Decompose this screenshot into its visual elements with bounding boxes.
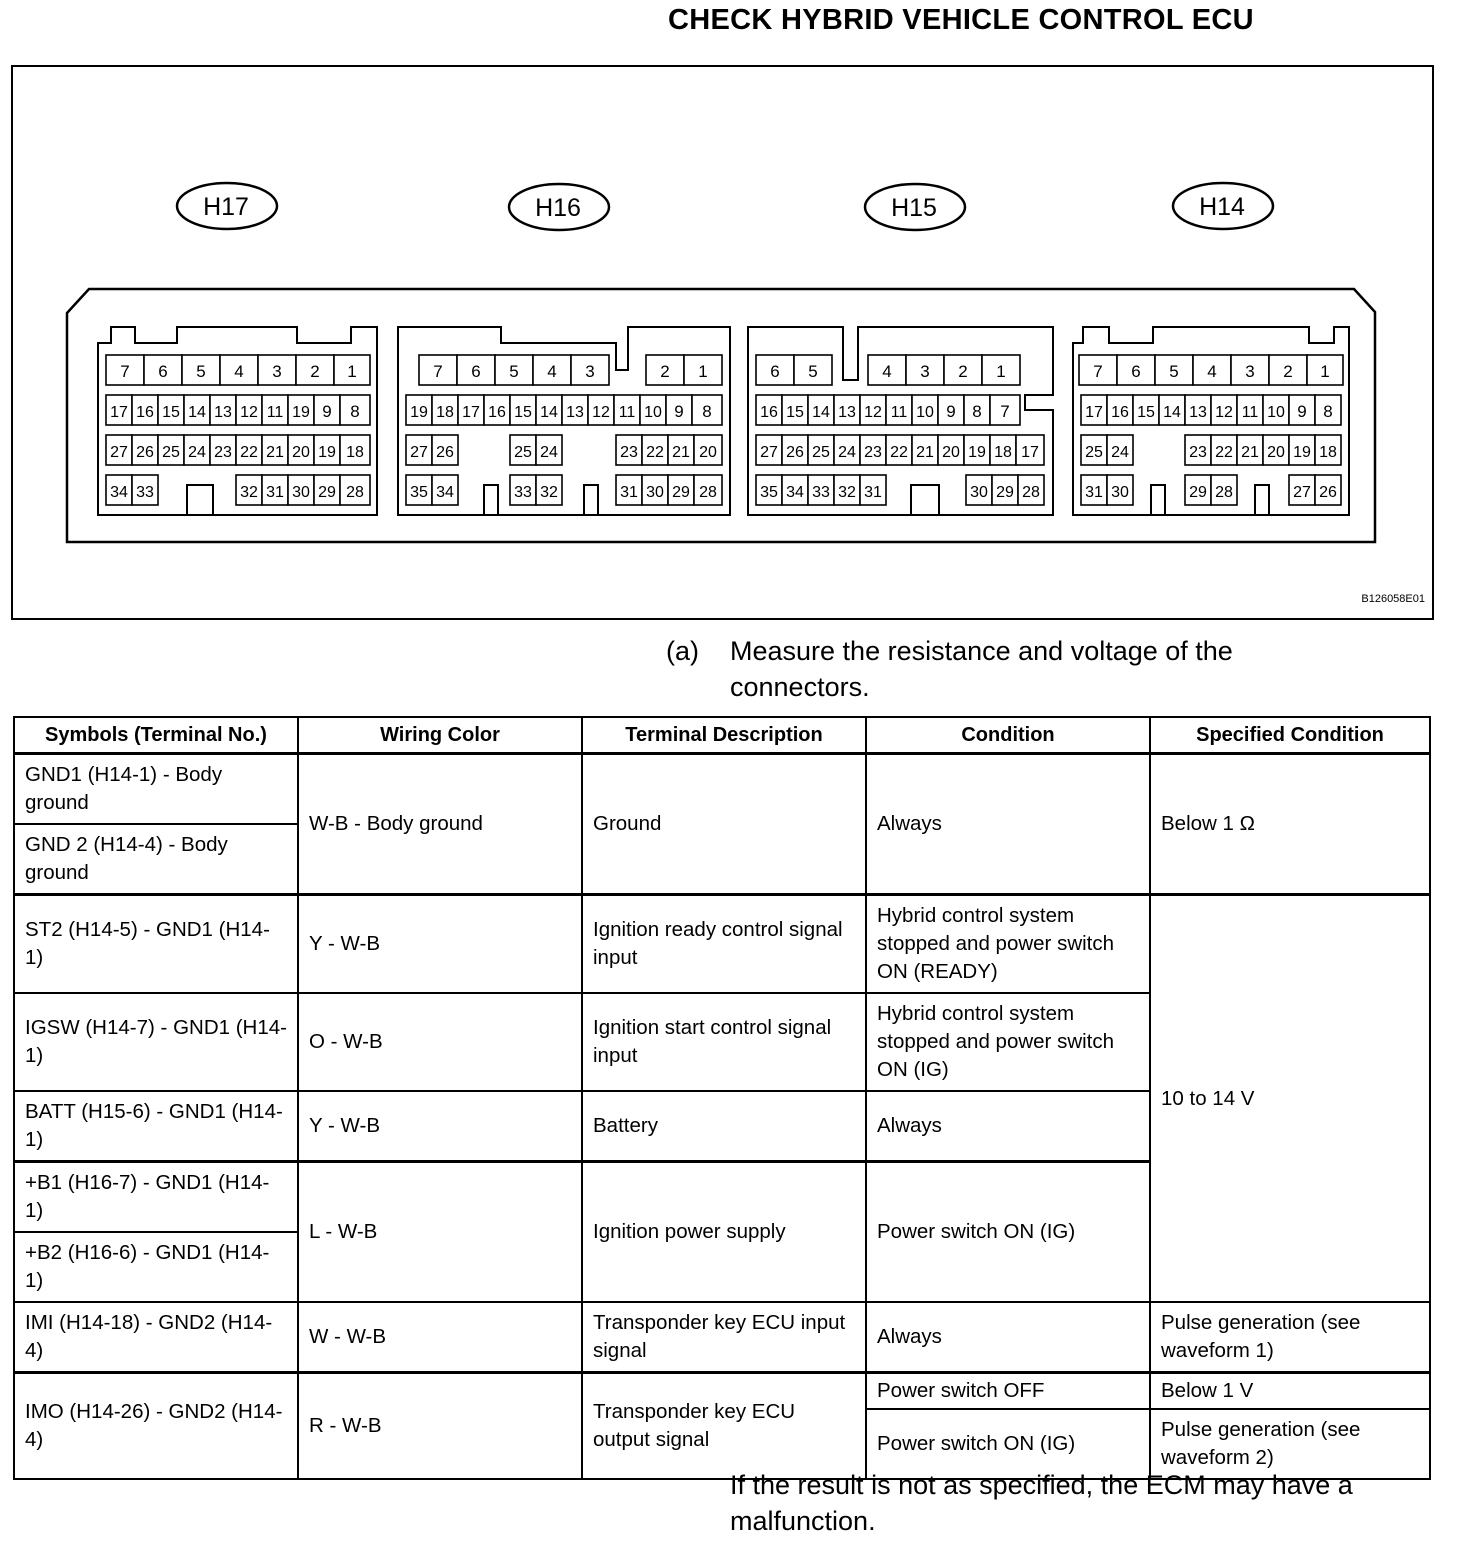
pin-number: 4 [547,362,557,381]
pin-number: 12 [240,404,258,421]
header-symbols: Symbols (Terminal No.) [14,717,298,754]
pin-number: 13 [1189,404,1207,421]
pin-number: 19 [410,404,428,421]
cell-symbol: BATT (H15-6) - GND1 (H14-1) [14,1091,298,1162]
pin-number: 1 [996,362,1006,381]
pin-number: 26 [786,444,804,461]
pin-number: 10 [644,404,662,421]
cell-description: Transponder key ECU input signal [582,1302,866,1373]
pin-number: 8 [702,402,712,421]
pin-number: 22 [1215,444,1233,461]
pin-number: 31 [864,484,882,501]
pin-number: 34 [786,484,804,501]
table-row [14,895,1430,994]
pin-number: 7 [1093,362,1103,381]
pin-number: 22 [240,444,258,461]
pin-number: 3 [272,362,282,381]
cell-symbol: IGSW (H14-7) - GND1 (H14-1) [14,993,298,1091]
pin-number: 18 [436,404,454,421]
pin-number: 27 [1293,484,1311,501]
pin-number: 27 [760,444,778,461]
table-header-row [14,717,1430,754]
pin-number: 2 [310,362,320,381]
cell-symbol: GND 2 (H14-4) - Body ground [14,824,298,895]
pin-number: 3 [585,362,595,381]
pin-number: 22 [646,444,664,461]
pin-number: 1 [698,362,708,381]
connector-label-text: H17 [203,193,249,221]
cell-wiring-color: L - W-B [298,1162,582,1303]
cell-condition: Hybrid control system stopped and power switch ON (IG) [866,993,1150,1091]
cell-symbol: +B1 (H16-7) - GND1 (H14-1) [14,1162,298,1233]
pin-number: 13 [838,404,856,421]
pin-number: 20 [942,444,960,461]
page-title: CHECK HYBRID VEHICLE CONTROL ECU [668,4,1254,36]
pin-number: 17 [1085,404,1103,421]
cell-condition: Always [866,754,1150,895]
pin-number: 24 [838,444,856,461]
pin-number: 5 [196,362,206,381]
pin-number: 26 [1319,484,1337,501]
pin-number: 20 [292,444,310,461]
pin-number: 27 [410,444,428,461]
pin-number: 9 [322,402,332,421]
cell-condition: Hybrid control system stopped and power switch ON (READY) [866,895,1150,994]
pin-number: 16 [488,404,506,421]
pin-number: 12 [864,404,882,421]
pin-number: 19 [318,444,336,461]
connector-label-h16 [509,184,609,230]
pin-number: 6 [770,362,780,381]
pin-number: 10 [1267,404,1285,421]
pin-number: 28 [346,484,364,501]
pin-number: 2 [1283,362,1293,381]
connector-label-h17 [177,183,277,229]
table-row [14,1373,1430,1410]
pin-number: 17 [110,404,128,421]
figure-frame [12,66,1433,619]
pin-number: 11 [266,404,284,421]
connector-figure [11,65,1434,620]
cell-condition: Always [866,1302,1150,1373]
pin-number: 28 [699,484,717,501]
pin-number: 5 [1169,362,1179,381]
cell-specified: Pulse generation (see waveform 2) [1150,1409,1430,1479]
pin-number: 16 [1111,404,1129,421]
pin-number: 29 [672,484,690,501]
header-specified-condition: Specified Condition [1150,717,1430,754]
table-row [14,754,1430,825]
pin-number: 34 [436,484,454,501]
pin-number: 6 [1131,362,1141,381]
cell-description: Battery [582,1091,866,1162]
pin-number: 12 [1215,404,1233,421]
pin-number: 7 [1000,402,1010,421]
cell-symbol: GND1 (H14-1) - Body ground [14,754,298,825]
cell-specified: Below 1 Ω [1150,754,1430,895]
pin-number: 16 [136,404,154,421]
pin-number: 14 [188,404,206,421]
pin-number: 30 [292,484,310,501]
cell-condition: Power switch OFF [866,1373,1150,1410]
pin-number: 20 [1267,444,1285,461]
table-row [14,1302,1430,1373]
pin-number: 4 [1207,362,1217,381]
pin-number: 24 [1111,444,1129,461]
pin-number: 31 [1085,484,1103,501]
cell-wiring-color: R - W-B [298,1373,582,1480]
pin-number: 18 [1319,444,1337,461]
cell-wiring-color: Y - W-B [298,895,582,994]
pin-number: 8 [972,402,982,421]
pin-number: 9 [946,402,956,421]
pin-number: 15 [514,404,532,421]
connector-label-text: H14 [1199,193,1245,221]
cell-condition: Always [866,1091,1150,1162]
pin-number: 21 [916,444,934,461]
pin-number: 32 [838,484,856,501]
pin-number: 27 [110,444,128,461]
pin-number: 23 [1189,444,1207,461]
pin-number: 18 [994,444,1012,461]
pin-number: 1 [347,362,357,381]
pin-number: 13 [214,404,232,421]
pin-number: 4 [234,362,244,381]
pin-number: 19 [968,444,986,461]
pin-number: 16 [760,404,778,421]
pin-number: 11 [618,404,636,421]
pin-number: 35 [410,484,428,501]
ecu-connector-diagram [11,65,1434,620]
pin-number: 32 [240,484,258,501]
pin-number: 21 [672,444,690,461]
pin-number: 14 [540,404,558,421]
pin-number: 14 [812,404,830,421]
pin-number: 28 [1215,484,1233,501]
header-wiring-color: Wiring Color [298,717,582,754]
pin-number: 19 [1293,444,1311,461]
pin-number: 11 [890,404,908,421]
pin-number: 33 [514,484,532,501]
cell-wiring-color: W - W-B [298,1302,582,1373]
cell-description: Ignition start control signal input [582,993,866,1091]
pin-number: 25 [514,444,532,461]
cell-description: Ignition power supply [582,1162,866,1303]
pin-number: 6 [158,362,168,381]
pin-number: 35 [760,484,778,501]
pin-number: 29 [318,484,336,501]
cell-wiring-color: Y - W-B [298,1091,582,1162]
pin-number: 7 [120,362,130,381]
cell-wiring-color: O - W-B [298,993,582,1091]
cell-condition: Power switch ON (IG) [866,1409,1150,1479]
connector-label-text: H15 [891,194,937,222]
cell-symbol: IMI (H14-18) - GND2 (H14-4) [14,1302,298,1373]
pin-number: 7 [433,362,443,381]
header-terminal-description: Terminal Description [582,717,866,754]
pin-number: 2 [958,362,968,381]
pin-number: 12 [592,404,610,421]
pin-number: 5 [808,362,818,381]
cell-wiring-color: W-B - Body ground [298,754,582,895]
pin-number: 23 [620,444,638,461]
cell-symbol: ST2 (H14-5) - GND1 (H14-1) [14,895,298,994]
pin-number: 9 [1297,402,1307,421]
pin-number: 15 [162,404,180,421]
cell-symbol: +B2 (H16-6) - GND1 (H14-1) [14,1232,298,1302]
pin-number: 5 [509,362,519,381]
step-label: (a) [666,636,699,666]
pin-number: 31 [266,484,284,501]
pin-number: 24 [540,444,558,461]
pin-number: 25 [1085,444,1103,461]
pin-number: 18 [346,444,364,461]
pin-number: 21 [1241,444,1259,461]
pin-number: 32 [540,484,558,501]
pin-number: 26 [436,444,454,461]
pin-number: 9 [674,402,684,421]
footer-note: If the result is not as specified, the ECM may have a malfunction. [730,1470,1353,1536]
pin-number: 3 [920,362,930,381]
pin-number: 4 [882,362,892,381]
pin-number: 33 [136,484,154,501]
cell-description: Ignition ready control signal input [582,895,866,994]
pin-number: 34 [110,484,128,501]
pin-number: 24 [188,444,206,461]
pin-number: 30 [646,484,664,501]
pin-number: 26 [136,444,154,461]
cell-specified: Below 1 V [1150,1373,1430,1410]
pin-number: 14 [1163,404,1181,421]
connector-label-h14 [1173,183,1273,229]
pin-number: 28 [1022,484,1040,501]
header-condition: Condition [866,717,1150,754]
connector-label-text: H16 [535,194,581,222]
cell-specified: Pulse generation (see waveform 1) [1150,1302,1430,1373]
cell-specified: 10 to 14 V [1150,895,1430,1303]
spec-table [13,716,1431,1480]
cell-condition: Power switch ON (IG) [866,1162,1150,1303]
pin-number: 15 [1137,404,1155,421]
pin-number: 8 [350,402,360,421]
pin-number: 31 [620,484,638,501]
pin-number: 22 [890,444,908,461]
pin-number: 29 [996,484,1014,501]
pin-number: 13 [566,404,584,421]
pin-number: 25 [812,444,830,461]
pin-number: 29 [1189,484,1207,501]
pin-number: 17 [1021,444,1039,461]
pin-number: 19 [292,404,310,421]
pin-number: 11 [1241,404,1259,421]
pin-number: 33 [812,484,830,501]
pin-number: 30 [1111,484,1129,501]
pin-number: 1 [1320,362,1330,381]
pin-number: 8 [1323,402,1333,421]
pin-number: 10 [916,404,934,421]
pin-number: 17 [462,404,480,421]
connector-label-h15 [865,184,965,230]
step-text: Measure the resistance and voltage of the connectors. [730,636,1233,702]
cell-description: Transponder key ECU output signal [582,1373,866,1480]
figure-code: B126058E01 [1361,593,1425,605]
pin-number: 30 [970,484,988,501]
cell-description: Ground [582,754,866,895]
pin-number: 6 [471,362,481,381]
pin-number: 3 [1245,362,1255,381]
pin-number: 23 [214,444,232,461]
cell-symbol: IMO (H14-26) - GND2 (H14-4) [14,1373,298,1480]
pin-number: 20 [699,444,717,461]
pin-number: 21 [266,444,284,461]
pin-number: 25 [162,444,180,461]
pin-number: 15 [786,404,804,421]
pin-number: 2 [660,362,670,381]
pin-number: 23 [864,444,882,461]
